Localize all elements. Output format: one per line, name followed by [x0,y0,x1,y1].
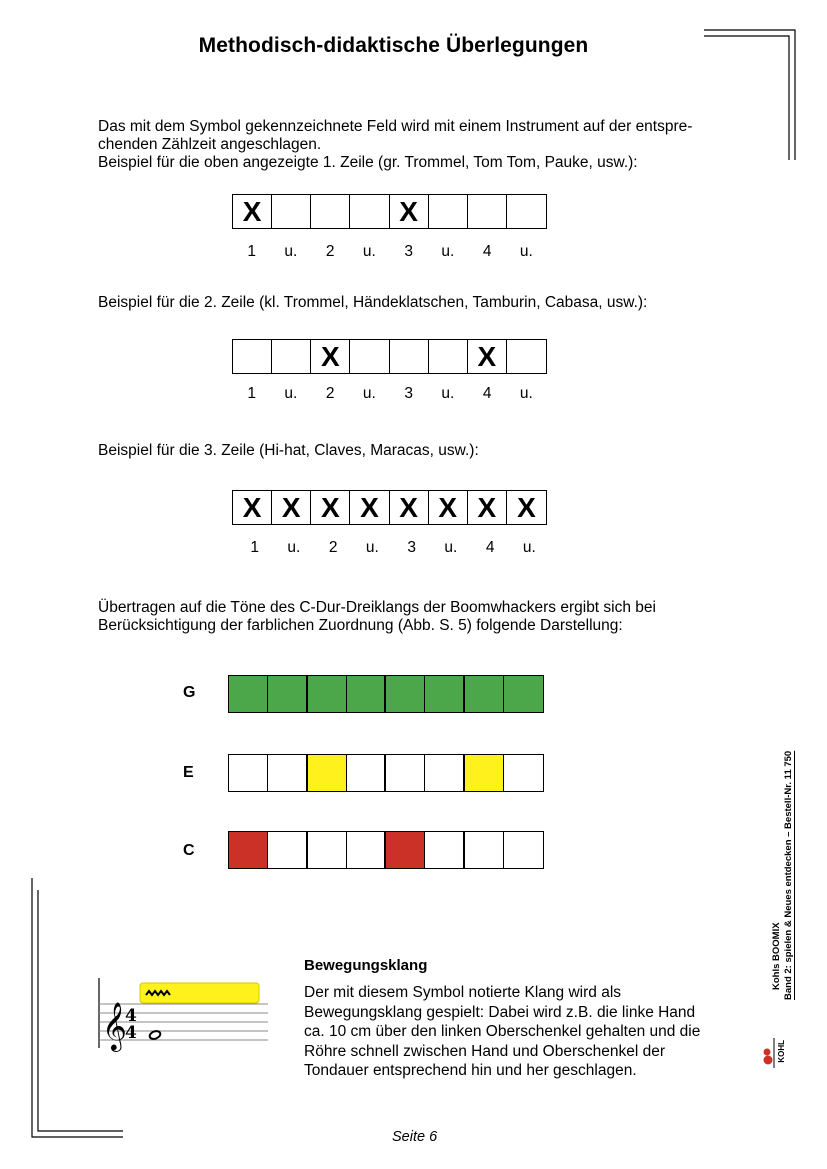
grid-cell: X [517,491,536,523]
grid-cell: X [233,195,272,228]
count-label: u. [284,243,298,260]
movement-sound-notation-icon [96,976,272,1052]
color-cell [386,832,425,868]
grid-cell [468,195,507,228]
transfer-line: Berücksichtigung der farblichen Zuordnung (Abb. S. 5) folgende Darstellung: [98,617,623,634]
movement-line: Tondauer entsprechend hin und her geschlagen. [304,1062,637,1079]
grid-cell [350,340,389,373]
color-cell [504,755,543,791]
grid-cell [507,340,546,373]
count-label: u. [444,539,458,556]
count-label: 3 [404,385,413,402]
intro-line: Das mit dem Symbol gekennzeichnete Feld wird mit einem Instrument auf der entspre- [98,118,693,135]
color-cell [425,832,464,868]
color-cell [425,676,464,712]
count-label: u. [362,243,376,260]
note-label-g: G [183,684,196,701]
grid-cell: X [429,491,468,524]
intro-line: chenden Zählzeit angeschlagen. [98,136,322,153]
count-label: u. [365,539,379,556]
grid-cell [311,195,350,228]
color-cell [347,832,386,868]
rhythm-grid-2 [232,339,547,374]
count-label: 2 [328,539,338,556]
sidebar-band-info: Band 2: spielen & Neues entdecken – Bestell-Nr. 11 750 [783,750,794,1000]
count-label: 2 [325,243,335,260]
movement-line: Röhre schnell zwischen Hand und Oberschenkel der [304,1042,666,1060]
grid-cell [429,195,468,228]
color-cell [229,676,268,712]
color-grid-c [228,831,544,869]
color-cell [465,832,504,868]
grid-cell [350,195,389,228]
svg-text:𝄞: 𝄞 [102,1001,127,1050]
color-cell [229,832,268,868]
color-cell [268,676,307,712]
movement-line: Bewegungsklang gespielt: Dabei wird z.B. die linke Hand [304,1003,696,1021]
grid-cell [272,340,311,373]
color-grid-e [228,754,544,792]
count-label: u. [519,385,533,402]
note-label-e: E [183,764,194,781]
rhythm-grid-1 [232,194,547,229]
grid-caption-3: Beispiel für die 3. Zeile (Hi-hat, Claves, Maracas, usw.): [98,442,479,459]
grid-cell: X [390,491,429,524]
transfer-text [98,599,656,635]
count-label: 4 [485,539,495,556]
grid-cell: X [311,491,350,524]
count-label: 1 [250,539,259,556]
rhythm-grid-3 [232,490,547,525]
grid-cell: X [350,491,389,524]
count-row-1 [232,243,546,261]
count-row-3 [235,539,549,557]
count-label: 3 [407,539,416,556]
count-row-2 [232,385,546,403]
count-label: 1 [247,243,256,260]
color-cell [386,755,425,791]
count-label: 1 [247,385,256,402]
time-signature-bottom: 4 [125,1023,137,1043]
grid-cell [429,340,468,373]
color-cell [347,676,386,712]
color-cell [504,832,543,868]
color-cell [229,755,268,791]
color-cell [308,832,347,868]
grid-cell: X [468,491,507,524]
count-label: 3 [404,243,413,260]
color-cell [425,755,464,791]
count-label: u. [441,243,455,260]
color-cell [504,676,543,712]
grid-cell [272,195,311,228]
movement-text [304,983,700,1081]
grid-cell: X [390,195,429,228]
grid-cell [390,340,429,373]
count-label: u. [287,539,301,556]
color-cell [308,755,347,791]
publisher-name: KOHL [777,1040,786,1063]
note-label-c: C [183,842,195,859]
count-label: u. [284,385,298,402]
intro-text [98,118,692,172]
count-label: 4 [482,243,492,260]
color-cell [465,676,504,712]
grid-cell: X [272,491,311,524]
intro-line: Beispiel für die oben angezeigte 1. Zeile (gr. Trommel, Tom Tom, Pauke, usw.): [98,154,638,171]
color-cell [386,676,425,712]
movement-line: ca. 10 cm über den linken Oberschenkel gehalten und die [304,1023,701,1040]
count-label: 2 [325,385,335,402]
color-cell [268,755,307,791]
page-title: Methodisch-didaktische Überlegungen [198,34,589,57]
transfer-line: Übertragen auf die Töne des C-Dur-Dreiklangs der Boomwhackers ergibt sich bei [98,599,656,616]
count-label: u. [522,539,536,556]
color-cell [347,755,386,791]
grid-cell: X [311,340,350,373]
grid-cell [233,340,272,373]
grid-cell [507,195,546,228]
count-label: u. [441,385,455,402]
color-grid-g [228,675,544,713]
grid-cell: X [468,340,507,373]
movement-line: Der mit diesem Symbol notierte Klang wird als [304,984,622,1001]
grid-caption-2: Beispiel für die 2. Zeile (kl. Trommel, Händeklatschen, Tamburin, Cabasa, usw.): [98,294,648,311]
grid-cell: X [233,491,272,524]
movement-heading: Bewegungsklang [304,957,428,974]
count-label: u. [519,243,533,260]
color-cell [308,676,347,712]
color-cell [465,755,504,791]
count-label: u. [362,385,376,402]
sidebar-series-title: Kohls BOOMIX [771,922,782,990]
count-label: 4 [482,385,492,402]
page-number: Seite 6 [392,1129,438,1145]
time-signature-top: 4 [125,1006,137,1026]
color-cell [268,832,307,868]
